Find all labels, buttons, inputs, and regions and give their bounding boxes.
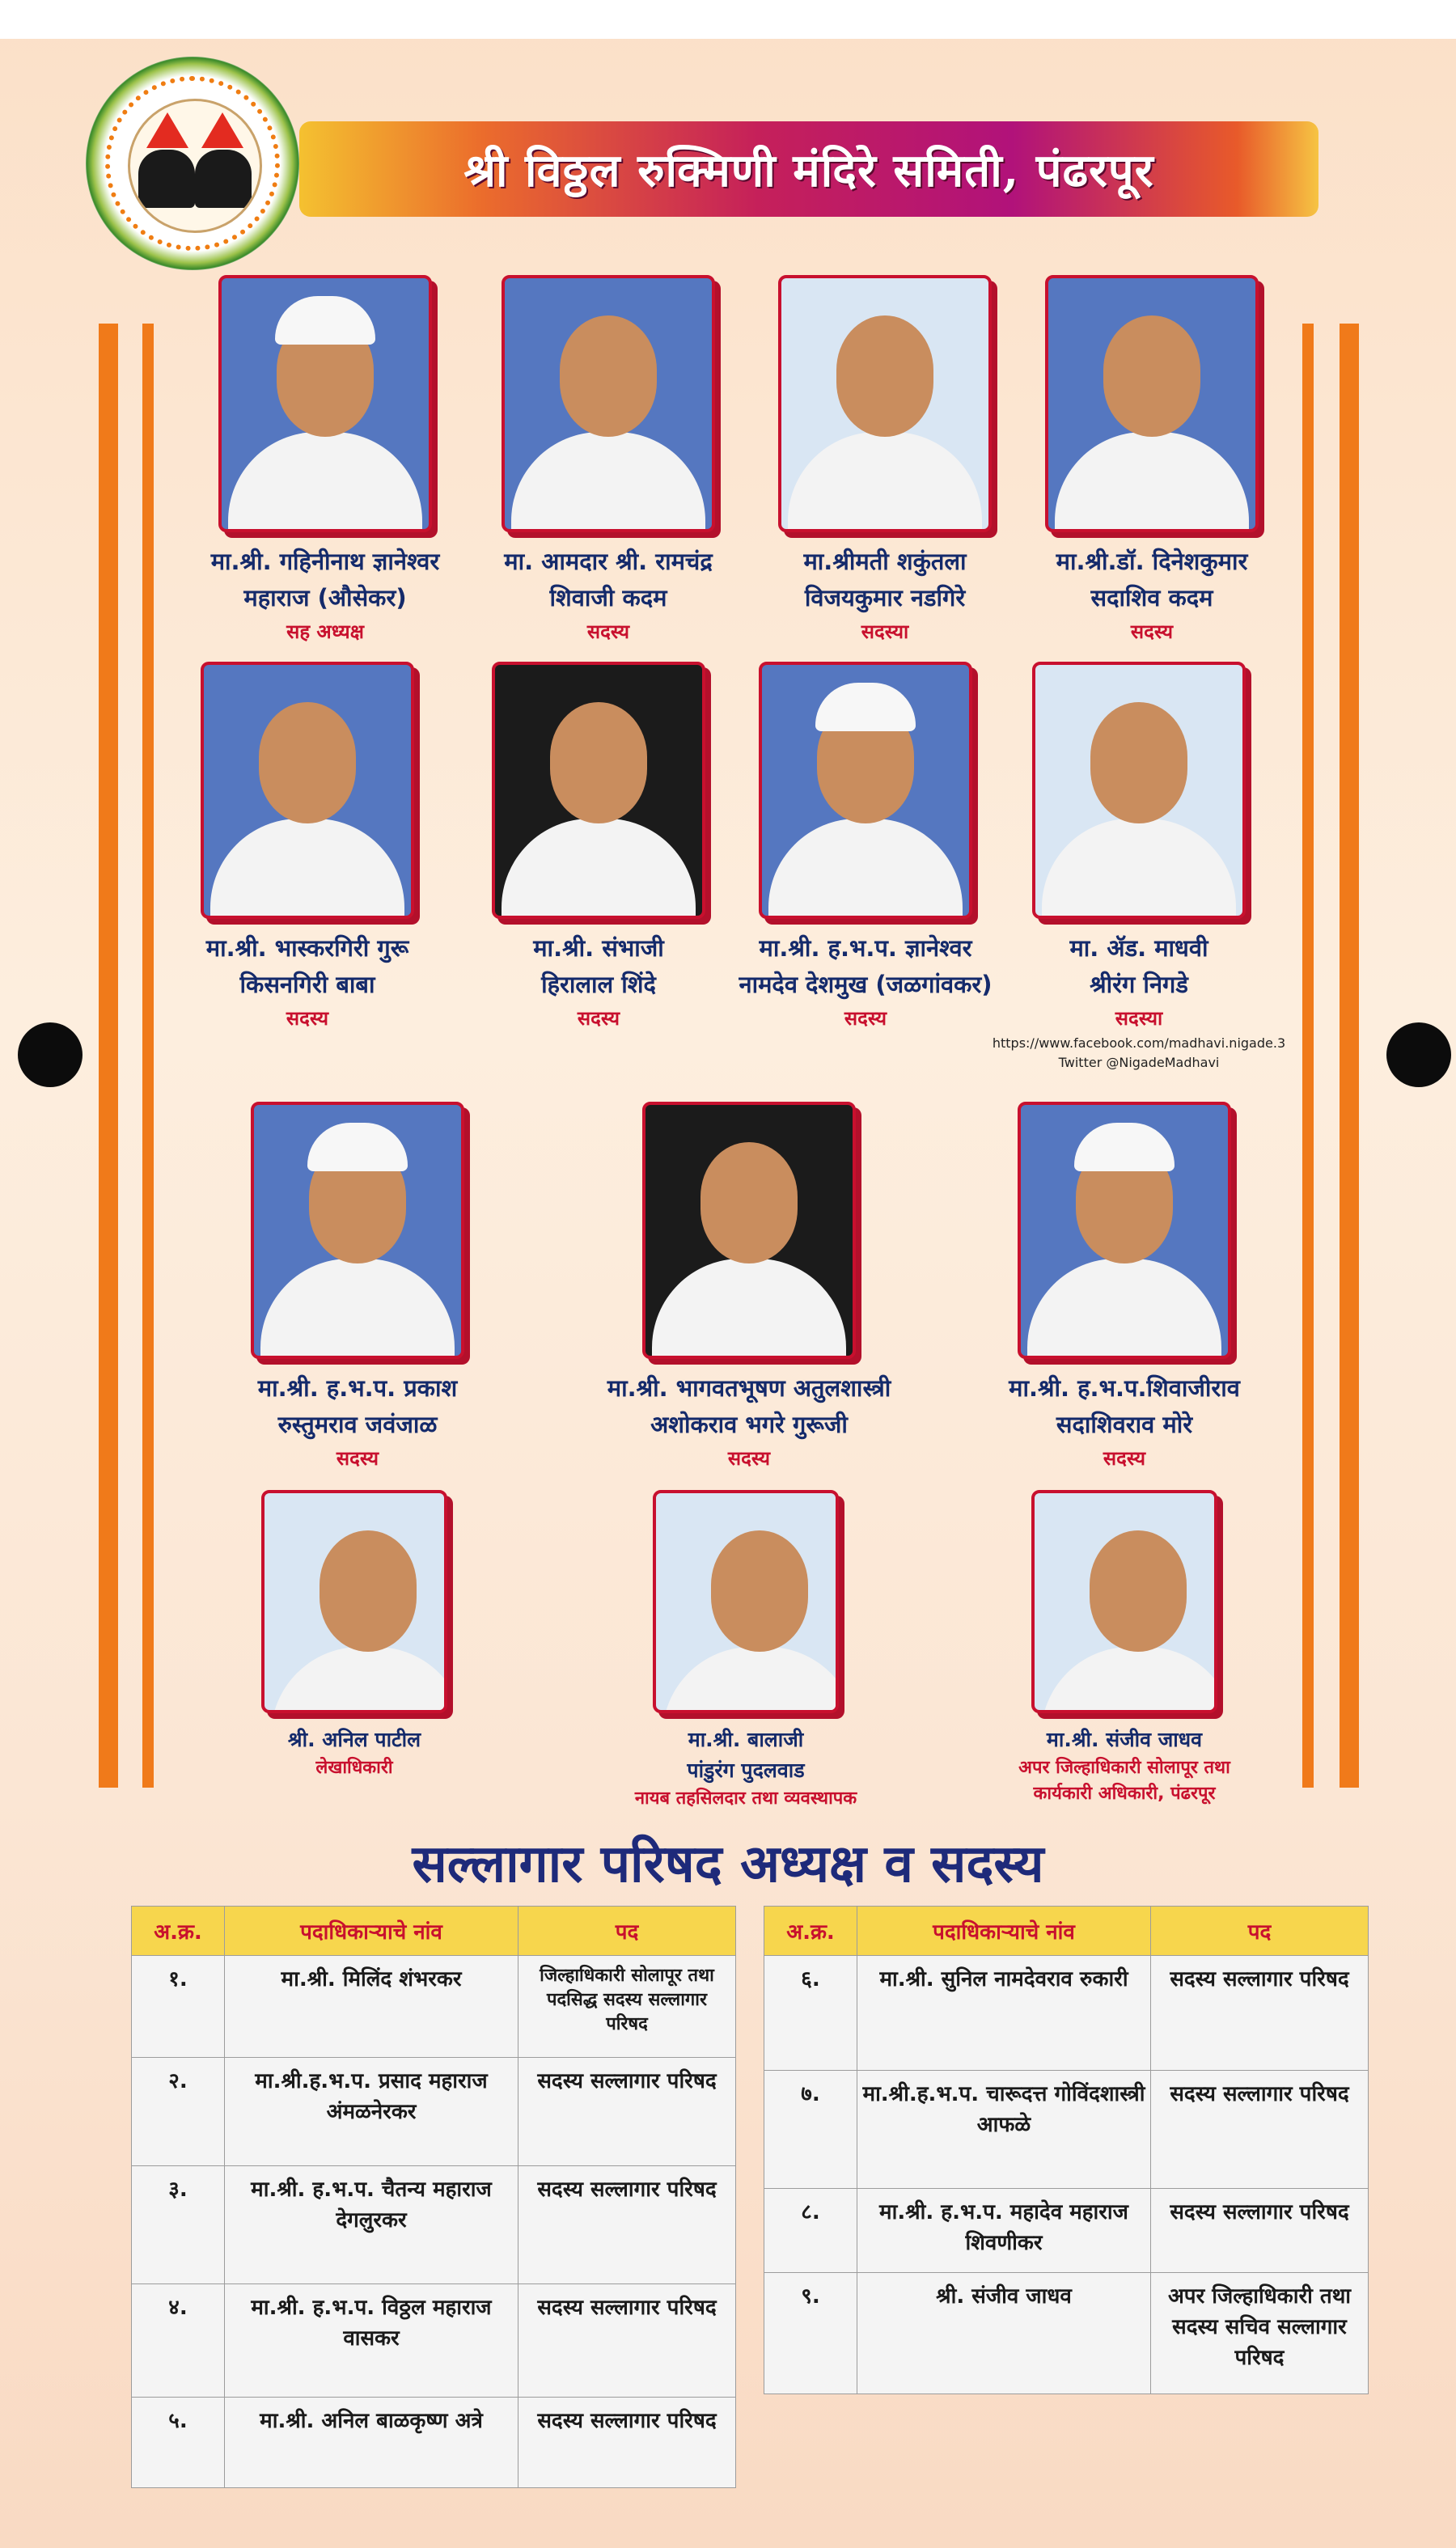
row-no: ६. xyxy=(764,1956,857,2071)
member-card xyxy=(982,275,1322,647)
member-post: सदस्य xyxy=(577,1007,620,1030)
member-post: सदस्य xyxy=(844,1007,887,1030)
member-card xyxy=(954,1102,1294,1474)
member-photo xyxy=(1032,662,1246,919)
member-card xyxy=(579,1102,919,1474)
row-name: मा.श्री. सुनिल नामदेवराव रुकारी xyxy=(857,1956,1151,2071)
row-no: ४. xyxy=(132,2284,225,2398)
row-no: ५. xyxy=(132,2398,225,2488)
member-name: नामदेव देशमुख (जळगांवकर) xyxy=(739,971,993,998)
row-post: जिल्हाधिकारी सोलापूर तथा पदसिद्ध सदस्य सल्लागार परिषद xyxy=(518,1956,736,2058)
member-card xyxy=(576,1490,916,1812)
social-handle: Twitter @NigadeMadhavi xyxy=(1058,1055,1220,1070)
member-card xyxy=(138,662,477,1034)
row-name: मा.श्री. मिलिंद शंभरकर xyxy=(225,1956,518,2058)
member-name: किसनगिरी बाबा xyxy=(239,971,375,998)
member-photo xyxy=(201,662,414,919)
member-name: मा.श्री. बालाजी xyxy=(688,1728,804,1751)
table-row xyxy=(132,1956,736,2058)
member-photo xyxy=(502,275,715,532)
row-no: ८. xyxy=(764,2189,857,2273)
row-post: सदस्य सल्लागार परिषद xyxy=(518,2284,736,2398)
row-no: ९. xyxy=(764,2273,857,2394)
council-title: सल्लागार परिषद अध्यक्ष व सदस्य xyxy=(412,1834,1044,1894)
col-header-name: पदाधिकाऱ्याचे नांव xyxy=(225,1907,518,1956)
member-post: लेखाधिकारी xyxy=(315,1758,393,1778)
member-name: मा.श्री.डॉ. दिनेशकुमार xyxy=(1056,548,1248,575)
row-no: १. xyxy=(132,1956,225,2058)
page-title: श्री विठ्ठल रुक्मिणी मंदिरे समिती, पंढरपूर xyxy=(463,144,1154,197)
table-row xyxy=(764,1956,1369,2071)
member-name: रुस्तुमराव जवंजाळ xyxy=(277,1411,438,1438)
row-name: श्री. संजीव जाधव xyxy=(857,2273,1151,2394)
member-name: पांडुरंग पुदलवाड xyxy=(687,1759,805,1782)
right-border-bar xyxy=(1340,324,1359,1788)
member-photo xyxy=(642,1102,856,1359)
member-post: सदस्य xyxy=(1103,1447,1146,1470)
member-name: मा.श्री. भास्करगिरी गुरू xyxy=(205,934,409,962)
row-post: अपर जिल्हाधिकारी तथा सदस्य सचिव सल्लागार परिषद xyxy=(1151,2273,1369,2394)
member-photo xyxy=(653,1490,839,1713)
member-post: सदस्य xyxy=(336,1447,379,1470)
member-post: कार्यकारी अधिकारी, पंढरपूर xyxy=(1033,1784,1216,1804)
col-header-name: पदाधिकाऱ्याचे नांव xyxy=(857,1907,1151,1956)
table-row xyxy=(132,2166,736,2284)
member-name: शिवाजी कदम xyxy=(549,584,667,612)
member-name: मा.श्री. भागवतभूषण अतुलशास्त्री xyxy=(607,1374,891,1402)
header-banner xyxy=(299,121,1318,217)
row-no: २. xyxy=(132,2058,225,2166)
left-border-bar xyxy=(142,324,154,1788)
table-row xyxy=(764,2071,1369,2189)
member-name: मा.श्री. संभाजी xyxy=(533,934,664,962)
member-card xyxy=(184,1490,524,1781)
left-border-bar xyxy=(99,324,118,1788)
col-header-post: पद xyxy=(518,1907,736,1956)
row-no: ७. xyxy=(764,2071,857,2189)
member-photo xyxy=(261,1490,447,1713)
member-photo xyxy=(778,275,992,532)
row-post: सदस्य सल्लागार परिषद xyxy=(518,2166,736,2284)
member-name: सदाशिव कदम xyxy=(1090,584,1213,612)
social-link: https://www.facebook.com/madhavi.nigade.3 xyxy=(992,1035,1286,1051)
row-name: मा.श्री. ह.भ.प. महादेव महाराज शिवणीकर xyxy=(857,2189,1151,2273)
member-post: सदस्या xyxy=(861,620,909,643)
member-name: मा.श्री. गहिनीनाथ ज्ञानेश्वर xyxy=(210,548,440,575)
row-name: मा.श्री.ह.भ.प. प्रसाद महाराज अंमळनेरकर xyxy=(225,2058,518,2166)
temple-committee-logo xyxy=(86,57,299,270)
member-post: सदस्या xyxy=(1115,1007,1163,1030)
member-card xyxy=(969,662,1309,1073)
member-photo xyxy=(1045,275,1259,532)
row-no: ३. xyxy=(132,2166,225,2284)
member-post: सदस्य xyxy=(1130,620,1174,643)
row-post: सदस्य सल्लागार परिषद xyxy=(518,2398,736,2488)
row-name: मा.श्री. ह.भ.प. चैतन्य महाराज देगलुरकर xyxy=(225,2166,518,2284)
top-white-strip xyxy=(0,0,1456,39)
table-row xyxy=(132,2398,736,2488)
table-row xyxy=(764,2273,1369,2394)
member-name: सदाशिवराव मोरे xyxy=(1056,1411,1193,1438)
council-table-left xyxy=(131,1906,736,2488)
row-post: सदस्य सल्लागार परिषद xyxy=(1151,2189,1369,2273)
punch-hole xyxy=(18,1022,83,1087)
member-name: महाराज (औसेकर) xyxy=(243,584,407,612)
member-name: श्रीरंग निगडे xyxy=(1090,971,1188,998)
member-post: नायब तहसिलदार तथा व्यवस्थापक xyxy=(634,1788,857,1809)
table-row xyxy=(764,2189,1369,2273)
member-name: विजयकुमार नडगिरे xyxy=(804,584,966,612)
council-table-right xyxy=(764,1906,1369,2394)
col-header-post: पद xyxy=(1151,1907,1369,1956)
member-photo xyxy=(1018,1102,1231,1359)
member-post: सदस्य xyxy=(727,1447,771,1470)
member-name: श्री. अनिल पाटील xyxy=(287,1728,421,1751)
table-row xyxy=(132,2058,736,2166)
member-photo xyxy=(251,1102,464,1359)
member-photo xyxy=(1031,1490,1217,1713)
member-card xyxy=(188,1102,527,1474)
member-name: मा.श्री. संजीव जाधव xyxy=(1046,1728,1203,1751)
member-name: मा.श्री. ह.भ.प. प्रकाश xyxy=(257,1374,458,1402)
member-post: अपर जिल्हाधिकारी सोलापूर तथा xyxy=(1018,1758,1230,1778)
row-name: मा.श्री. अनिल बाळकृष्ण अत्रे xyxy=(225,2398,518,2488)
member-card xyxy=(954,1490,1294,1807)
member-name: मा.श्रीमती शकुंतला xyxy=(803,548,967,575)
member-post: सदस्य xyxy=(286,1007,329,1030)
punch-hole xyxy=(1386,1022,1451,1087)
member-name: हिरालाल शिंदे xyxy=(541,971,656,998)
row-name: मा.श्री. ह.भ.प. विठ्ठल महाराज वासकर xyxy=(225,2284,518,2398)
table-row xyxy=(132,2284,736,2398)
member-name: मा.श्री. ह.भ.प.शिवाजीराव xyxy=(1009,1374,1240,1402)
col-header-no: अ.क्र. xyxy=(132,1907,225,1956)
member-name: अशोकराव भगरे गुरूजी xyxy=(650,1411,848,1438)
row-name: मा.श्री.ह.भ.प. चारूदत्त गोविंदशास्त्री आफळे xyxy=(857,2071,1151,2189)
member-photo xyxy=(759,662,972,919)
row-post: सदस्य सल्लागार परिषद xyxy=(1151,2071,1369,2189)
member-name: मा.श्री. ह.भ.प. ज्ञानेश्वर xyxy=(759,934,972,962)
member-photo xyxy=(492,662,705,919)
member-name: मा. आमदार श्री. रामचंद्र xyxy=(504,548,713,575)
row-post: सदस्य सल्लागार परिषद xyxy=(1151,1956,1369,2071)
member-photo xyxy=(218,275,432,532)
member-name: मा. ॲड. माधवी xyxy=(1069,934,1208,962)
member-post: सह अध्यक्ष xyxy=(286,620,364,643)
row-post: सदस्य सल्लागार परिषद xyxy=(518,2058,736,2166)
member-post: सदस्य xyxy=(586,620,630,643)
col-header-no: अ.क्र. xyxy=(764,1907,857,1956)
